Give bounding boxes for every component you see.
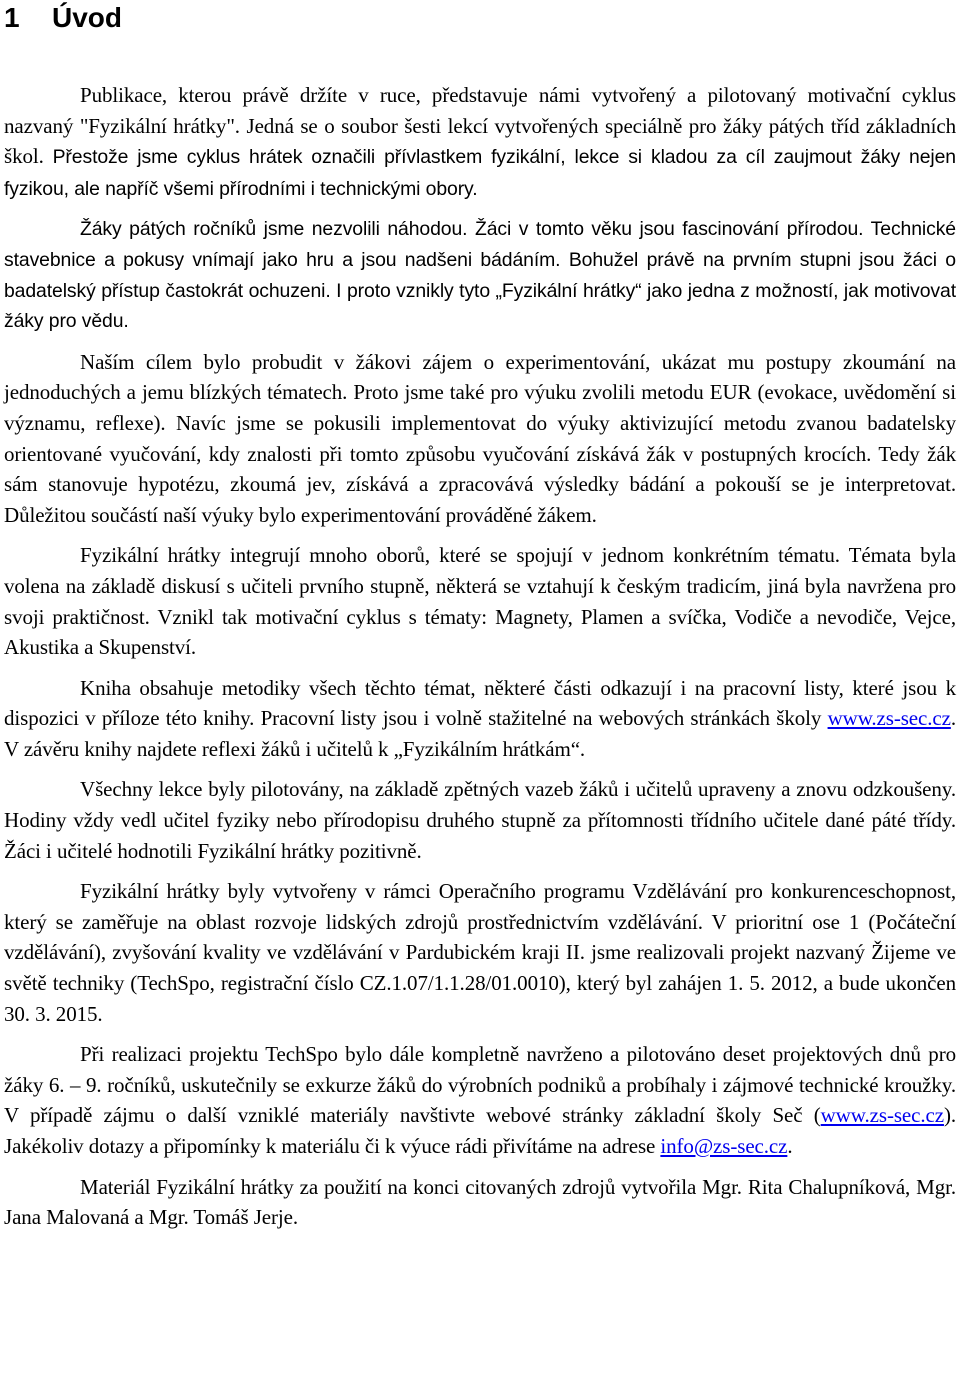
paragraph-8-text-b: ). Jakékoliv dotazy a připomínky k materiálu či k výuce rádi přivítáme na adrese xyxy=(4,1103,956,1158)
paragraph-2: Žáky pátých ročníků jsme nezvolili náhodou. Žáci v tomto věku jsou fascinování přírodou. Technické stavebnice a pokusy vnímají jako hru a jsou nadšeni bádáním. Bohužel právě na prvním stupni jsou žáci o badatelský přístup častokrát ochuzeni. I proto vznikly tyto „Fyzikální hrátky“ jako jedna z možností, jak motivovat žáky pro vědu. xyxy=(4,218,956,333)
paragraph-5-text-b: . V závěru knihy najdete reflexi žáků i učitelů k „Fyzikálním hrátkám“. xyxy=(4,706,956,761)
chapter-number: 1 xyxy=(4,2,20,33)
paragraph-5-text-a: Kniha obsahuje metodiky všech těchto témat, některé části odkazují i na pracovní listy, které jsou k dispozici v příloze této knihy. Pracovní listy jsou i volně stažitelné na webových stránkách školy xyxy=(4,675,956,731)
paragraph-8 xyxy=(4,1039,956,1161)
school-website-link[interactable]: www.zs-sec.cz xyxy=(827,706,951,731)
school-website-link-2[interactable]: www.zs-sec.cz xyxy=(820,1103,944,1128)
document-body xyxy=(4,80,956,1243)
chapter-heading xyxy=(4,0,122,36)
paragraph-3: Naším cílem bylo probudit v žákovi zájem o experimentování, ukázat mu postupy zkoumání na jednoduchých a jemu blízkých tématech. Proto jsme také pro výuku zvolili metodu EUR (evokace, uvědomění si významu, reflexe). Navíc jsme se pokusili implementovat do výuky aktivizující metodu zvanou badatelsky orientované vyučování, kdy znalosti při tomto způsobu vyučování získává žák v postupných krocích. Tedy žák sám stanovuje hypotézu, zkoumá jev, získává a zpracovává výsledky bádání a pokouší se je interpretovat. Důležitou součástí naší výuky bylo experimentování prováděné žákem. xyxy=(4,349,956,527)
paragraph-5 xyxy=(4,673,956,765)
paragraph-8-text-a: Při realizaci projektu TechSpo bylo dále kompletně navrženo a pilotováno deset projektových dnů pro žáky 6. – 9. ročníků, uskutečnily se exkurze žáků do výrobních podniků a probíhaly i zájmové technické kroužky. V případě zájmu o další vzniklé materiály navštivte webové stránky základní školy Seč ( xyxy=(4,1042,956,1128)
paragraph-7: Fyzikální hrátky byly vytvořeny v rámci Operačního programu Vzdělávání pro konkurenceschopnost, který se zaměřuje na oblast rozvoje lidských zdrojů prostřednictvím vzdělávání. V prioritní ose 1 (Počáteční vzdělávání), zvyšování kvality ve vzdělávání v Pardubickém kraji II. jsme realizovali projekt nazvaný Žijeme ve světě techniky (TechSpo, registrační číslo CZ.1.07/1.1.28/01.0010), který byl zahájen 1. 5. 2012, a bude ukončen 30. 3. 2015. xyxy=(4,879,956,1026)
paragraph-9: Materiál Fyzikální hrátky za použití na konci citovaných zdrojů vytvořila Mgr. Rita Chalupníková, Mgr. Jana Malovaná a Mgr. Tomáš Jerje. xyxy=(4,1174,956,1230)
paragraph-1 xyxy=(4,80,956,204)
paragraph-6: Všechny lekce byly pilotovány, na základě zpětných vazeb žáků i učitelů upraveny a znovu odzkoušeny. Hodiny vždy vedl učitel fyziky nebo přírodopisu druhého stupně za přítomnosti třídního učitele dané páté třídy. Žáci i učitelé hodnotili Fyzikální hrátky pozitivně. xyxy=(4,777,956,863)
paragraph-1-sans: Přestože jsme cyklus hrátek označili přívlastkem fyzikální, lekce si kladou za cíl zaujmout žáky nejen fyzikou, ale napříč všemi přírodními i technickými obory. xyxy=(4,146,956,200)
paragraph-1-serif: Publikace, kterou právě držíte v ruce, představuje námi vytvořený a pilotovaný motivační cyklus nazvaný "Fyzikální hrátky". Jedná se o soubor šesti lekcí vytvořených speciálně pro žáky pátých tříd základních škol. xyxy=(4,83,956,169)
paragraph-8-text-c: . xyxy=(787,1134,793,1158)
chapter-title: Úvod xyxy=(52,2,122,33)
paragraph-4: Fyzikální hrátky integrují mnoho oborů, které se spojují v jednom konkrétním tématu. Témata byla volena na základě diskusí s učiteli prvního stupně, některá se vztahují k českým tradicím, jiná byla navržena pro svoji praktičnost. Vznikl tak motivační cyklus s tématy: Magnety, Plamen a svíčka, Vodiče a nevodiče, Vejce, Akustika a Skupenství. xyxy=(4,543,956,660)
email-link[interactable]: info@zs-sec.cz xyxy=(660,1134,788,1158)
